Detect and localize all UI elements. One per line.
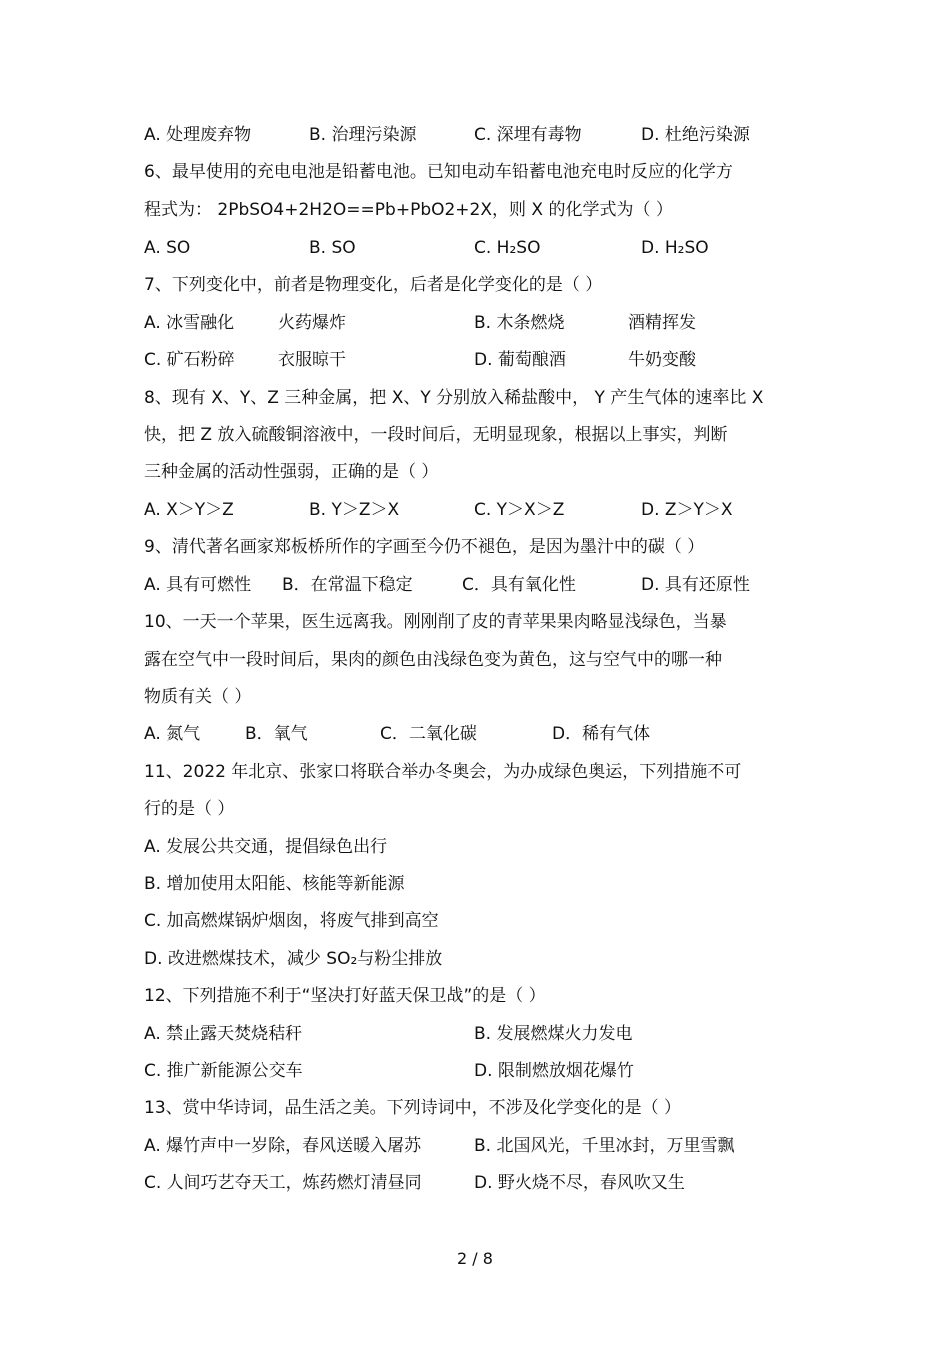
q10-text-line-2: 露在空气中一段时间后，果肉的颜色由浅绿色变为黄色，这与空气中的哪一种 (144, 650, 722, 670)
q12-text: 12、下列措施不利于“坚决打好蓝天保卫战”的是（ ） (144, 986, 546, 1006)
option-d: D. 杜绝污染源 (641, 125, 750, 145)
option-a-second: 火药爆炸 (278, 313, 346, 333)
q7-text: 7、下列变化中，前者是物理变化，后者是化学变化的是（ ） (144, 275, 603, 295)
option-c: C．二氧化碳 (380, 724, 477, 744)
q11-option-a: A. 发展公共交通，提倡绿色出行 (144, 837, 388, 857)
q11-option-d: D. 改进燃煤技术，减少 SO₂与粉尘排放 (144, 949, 443, 969)
q9-text: 9、清代著名画家郑板桥所作的字画至今仍不褪色，是因为墨汁中的碳（ ） (144, 537, 705, 557)
option-a: A. SO (144, 238, 191, 258)
option-a: A. 爆竹声中一岁除，春风送暖入屠苏 (144, 1136, 422, 1156)
option-b-second: 酒精挥发 (628, 313, 696, 333)
option-a: A. X＞Y＞Z (144, 500, 234, 520)
option-d: D. 葡萄酿酒 (474, 350, 566, 370)
option-d: D. 野火烧不尽，春风吹又生 (474, 1173, 685, 1193)
option-b: B. Y＞Z＞X (309, 500, 400, 520)
option-c: C．具有氧化性 (462, 575, 576, 595)
option-d: D．稀有气体 (552, 724, 651, 744)
option-b: B. 木条燃烧 (474, 313, 565, 333)
option-d-second: 牛奶变酸 (628, 350, 696, 370)
q11-text-line-1: 11、2022 年北京、张家口将联合举办冬奥会，为办成绿色奥运，下列措施不可 (144, 762, 742, 782)
option-b: B. 治理污染源 (309, 125, 417, 145)
q8-text-line-1: 8、现有 X、Y、Z 三种金属，把 X、Y 分别放入稀盐酸中， Y 产生气体的速率比 X (144, 388, 764, 408)
q13-text: 13、赏中华诗词，品生活之美。下列诗词中，不涉及化学变化的是（ ） (144, 1098, 682, 1118)
option-b: B．氧气 (245, 724, 308, 744)
option-b: B．在常温下稳定 (282, 575, 413, 595)
option-b: B. 北国风光，千里冰封，万里雪飘 (474, 1136, 735, 1156)
option-c: C. 人间巧艺夺天工，炼药燃灯清昼同 (144, 1173, 422, 1193)
option-c: C. H₂SO (474, 238, 541, 258)
option-b: B. SO (309, 238, 356, 258)
option-a: A. 冰雪融化 (144, 313, 235, 333)
option-d: D. 具有还原性 (641, 575, 750, 595)
option-a: A. 处理废弃物 (144, 125, 252, 145)
q11-text-line-2: 行的是（ ） (144, 799, 235, 819)
option-c: C. 矿石粉碎 (144, 350, 235, 370)
q10-text-line-3: 物质有关（ ） (144, 687, 252, 707)
option-a: A. 禁止露天焚烧秸秆 (144, 1024, 303, 1044)
option-b: B. 发展燃煤火力发电 (474, 1024, 633, 1044)
q6-text-line-1: 6、最早使用的充电电池是铅蓄电池。已知电动车铅蓄电池充电时反应的化学方 (144, 162, 733, 182)
q8-text-line-2: 快，把 Z 放入硫酸铜溶液中，一段时间后，无明显现象，根据以上事实，判断 (144, 425, 728, 445)
q10-text-line-1: 10、一天一个苹果，医生远离我。刚刚削了皮的青苹果果肉略显浅绿色，当暴 (144, 612, 727, 632)
q8-text-line-3: 三种金属的活动性强弱，正确的是（ ） (144, 462, 439, 482)
option-a: A. 氮气 (144, 724, 201, 744)
q11-option-b: B. 增加使用太阳能、核能等新能源 (144, 874, 405, 894)
q11-option-c: C. 加高燃煤锅炉烟囱，将废气排到高空 (144, 911, 439, 931)
option-c: C. 推广新能源公交车 (144, 1061, 303, 1081)
q6-text-line-2: 程式为： 2PbSO4+2H2O==Pb+PbO2+2X，则 X 的化学式为（ ） (144, 200, 673, 220)
option-c-second: 衣服晾干 (278, 350, 346, 370)
option-a: A. 具有可燃性 (144, 575, 252, 595)
option-d: D. 限制燃放烟花爆竹 (474, 1061, 634, 1081)
option-d: D. H₂SO (641, 238, 709, 258)
option-c: C. Y＞X＞Z (474, 500, 565, 520)
option-c: C. 深埋有毒物 (474, 125, 582, 145)
page-number: 2 / 8 (457, 1249, 493, 1268)
option-d: D. Z＞Y＞X (641, 500, 733, 520)
